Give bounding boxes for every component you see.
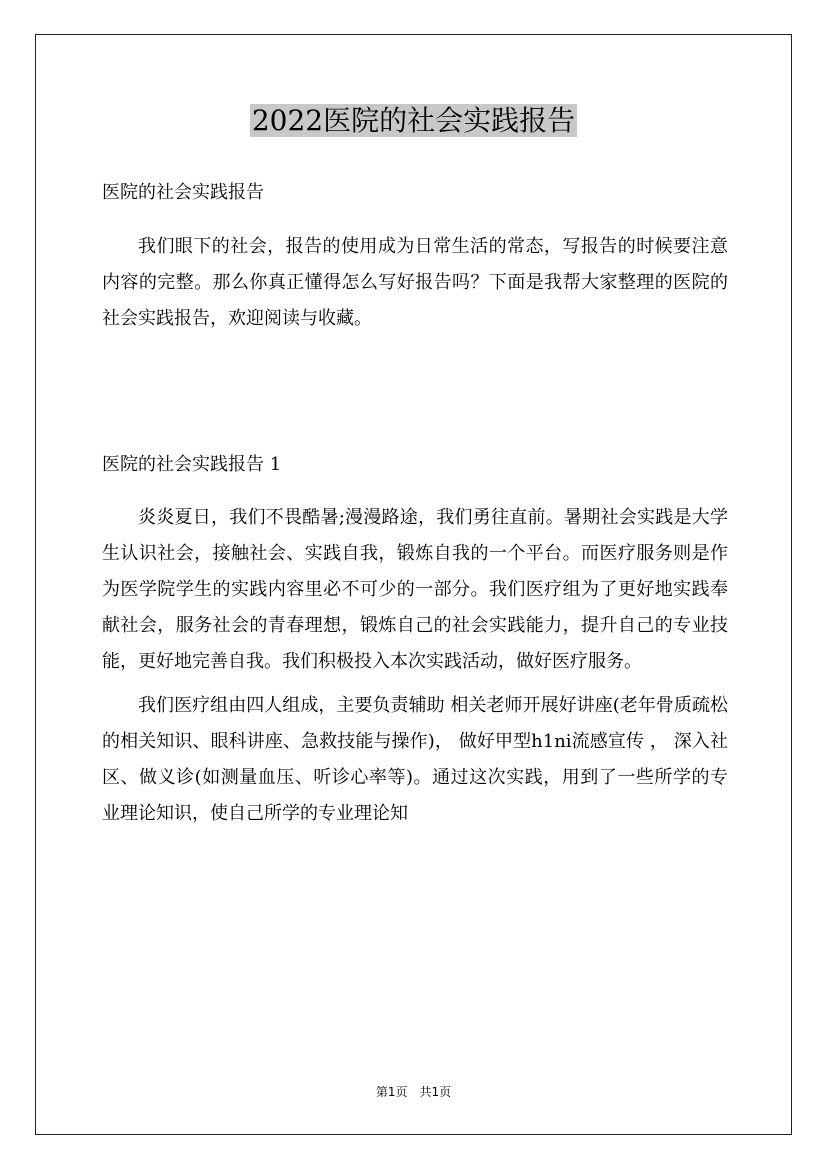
document-title-text: 2022医院的社会实践报告 (251, 104, 576, 137)
body-paragraph-2: 我们医疗组由四人组成，主要负责辅助 相关老师开展好讲座(老年骨质疏松的相关知识、眼科讲座、急救技能与操作)， 做好甲型h1ni流感宣传 ， 深入社区、做义诊(如测量血压、听诊心率等)。通过这次实践，用到了一些所学的专业理论知识，使自己所学的专业理论知 (102, 695, 728, 824)
intro-paragraph: 我们眼下的社会，报告的使用成为日常生活的常态，写报告的时候要注意内容的完整。那么你真正懂得怎么写好报告吗？下面是我帮大家整理的医院的社会实践报告，欢迎阅读与收藏。 (102, 236, 728, 329)
section-heading: 医院的社会实践报告 1 (102, 454, 282, 475)
body-paragraph-1: 炎炎夏日，我们不畏酷暑;漫漫路途，我们勇往直前。暑期社会实践是大学生认识社会，接触社会、实践自我，锻炼自我的一个平台。而医疗服务则是作为医学院学生的实践内容里必不可少的一部分。我们医疗组为了更好地实践奉献社会，服务社会的青春理想，锻炼自己的社会实践能力，提升自己的专业技能，更好地完善自我。我们积极投入本次实践活动，做好医疗服务。 (102, 507, 728, 672)
document-subtitle: 医院的社会实践报告 (102, 182, 264, 203)
intro-block (102, 229, 728, 337)
document-title (0, 100, 827, 142)
page-footer: 第1页 共1页 (375, 1085, 452, 1099)
section-body (102, 500, 728, 832)
